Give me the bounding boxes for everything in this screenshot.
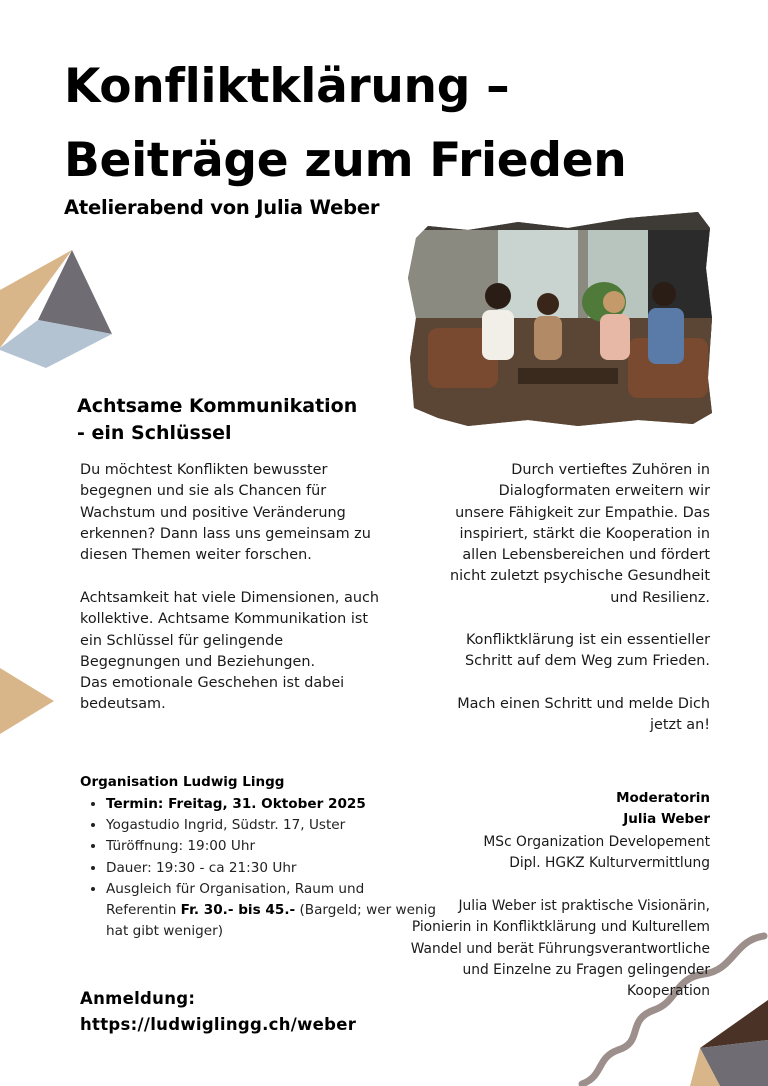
text-line: Wachstum und positive Veränderung	[80, 504, 346, 521]
text-line: Achtsamkeit hat viele Dimensionen, auch	[80, 590, 380, 606]
text-line: bedeutsam.	[80, 696, 166, 713]
text-line: Julia Weber ist praktische Visionärin,	[458, 898, 710, 914]
fee-amount: Fr. 30.- bis 45.-	[180, 902, 296, 919]
right-paragraph-1	[410, 460, 710, 609]
text-line: Schritt auf dem Weg zum Frieden.	[465, 653, 710, 670]
title-line-2: Beiträge zum Frieden	[64, 133, 627, 188]
geometric-shape-left-upper	[0, 250, 112, 370]
moderator-credentials	[483, 832, 710, 875]
section-heading	[77, 393, 397, 447]
right-paragraph-2	[410, 630, 710, 673]
list-item: • Dauer: 19:30 - ca 21:30 Uhr	[106, 858, 436, 879]
text-line: und Resilienz.	[610, 589, 710, 606]
text-line: Das emotionale Geschehen ist dabei	[80, 675, 345, 692]
triangle-shape-left-middle	[0, 668, 56, 734]
text-line: Wandel und berät Führungsverantwortliche	[410, 940, 710, 957]
text-line: nicht zuletzt psychische Gesundheit	[450, 568, 710, 585]
list-item	[106, 794, 436, 815]
text-line: allen Lebensbereichen und fördert	[462, 547, 710, 564]
subtitle: Atelierabend von Julia Weber	[64, 196, 380, 219]
list-item: • Yogastudio Ingrid, Südstr. 17, Uster	[106, 815, 436, 836]
geometric-shape-bottom-right	[690, 1000, 768, 1086]
text-line: diesen Themen weiter forschen.	[80, 547, 312, 564]
text-line: Dialogformaten erweitern wir	[498, 483, 710, 500]
credential-line: MSc Organization Developement	[483, 834, 710, 850]
page-title	[64, 50, 704, 198]
group-meeting-photo	[408, 208, 714, 430]
right-paragraph-3	[410, 694, 710, 737]
left-paragraph-1	[80, 460, 400, 566]
text-line: kollektive. Achtsame Kommunikation ist	[80, 611, 368, 628]
section-heading-line-2: - ein Schlüssel	[77, 422, 232, 444]
registration-label: Anmeldung:	[80, 989, 196, 1008]
text-line: Du möchtest Konflikten bewusster	[80, 462, 328, 478]
text-line: Durch vertieftes Zuhören in	[511, 462, 710, 478]
termin-value: : Freitag, 31. Oktober 2025	[157, 796, 366, 812]
registration-block	[80, 986, 356, 1038]
fee-suffix: (Bargeld; wer wenig hat gibt weniger)	[106, 902, 436, 940]
fee-prefix: Ausgleich für Organisation, Raum und Referentin	[106, 880, 365, 919]
moderator-role: Moderatorin	[616, 790, 710, 806]
list-item: • Türöffnung: 19:00 Uhr	[106, 836, 436, 857]
text-line: Begegnungen und Beziehungen.	[80, 653, 316, 670]
text-line: Kooperation	[626, 983, 710, 1000]
title-line-1: Konfliktklärung –	[64, 59, 510, 114]
text-line: begegnen und sie als Chancen für	[80, 483, 327, 500]
text-line: ein Schlüssel für gelingende	[80, 632, 284, 649]
moderator-heading	[616, 788, 710, 830]
moderator-bio	[350, 896, 710, 1002]
text-line: Mach einen Schritt und melde Dich	[457, 696, 710, 712]
text-line: Konfliktklärung ist ein essentieller	[465, 632, 710, 648]
organisation-title: Organisation Ludwig Lingg	[80, 774, 285, 790]
termin-label: Termin	[106, 796, 158, 812]
text-line: erkennen? Dann lass uns gemeinsam zu	[80, 525, 371, 542]
credential-line: Dipl. HGKZ Kulturvermittlung	[509, 855, 710, 872]
section-heading-line-1: Achtsame Kommunikation	[77, 395, 358, 417]
text-line: Pionierin in Konfliktklärung und Kulturellem	[411, 919, 710, 936]
left-paragraph-2	[80, 588, 400, 716]
text-line: und Einzelne zu Fragen gelingender	[462, 961, 710, 978]
text-line: unsere Fähigkeit zur Empathie. Das	[455, 504, 710, 521]
moderator-name: Julia Weber	[623, 811, 710, 827]
text-line: inspiriert, stärkt die Kooperation in	[459, 525, 710, 542]
text-line: jetzt an!	[650, 717, 710, 734]
registration-link[interactable]: https://ludwiglingg.ch/weber	[80, 1015, 357, 1034]
